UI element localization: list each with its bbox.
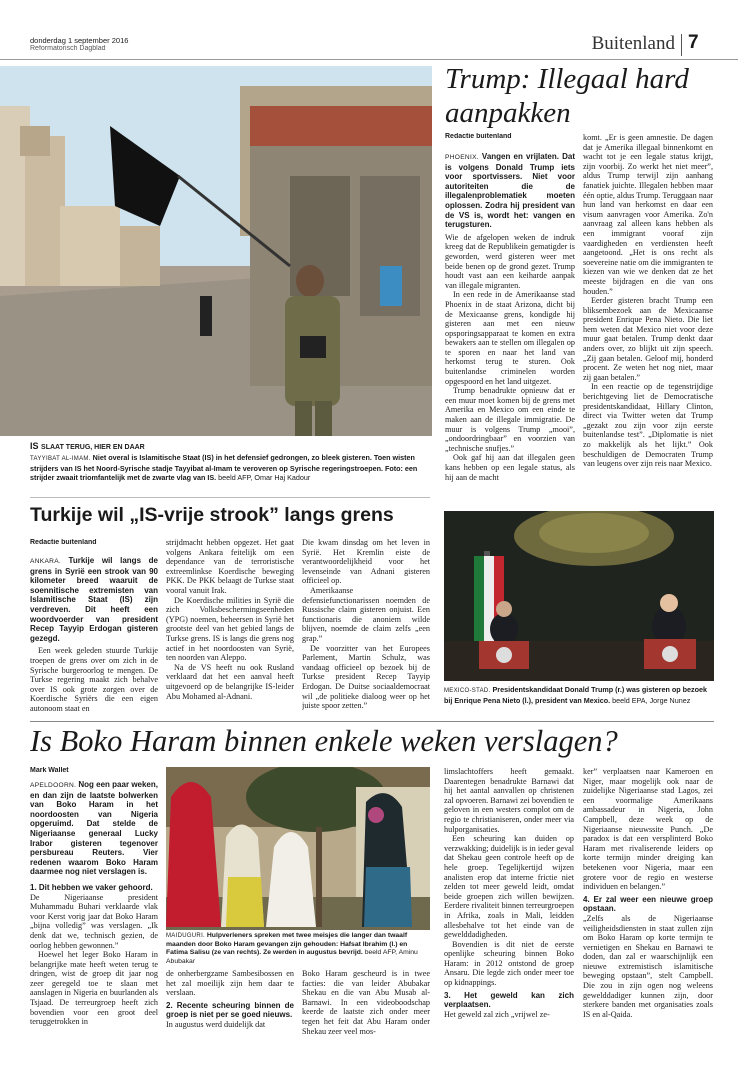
trump-p4: Ook gaf hij aan dat illegalen geen kans hebben op een legale status, als hij aan de macht [445, 453, 575, 482]
photo-is-fighter [0, 66, 432, 436]
boko-sub4: 4. Er zal weer een nieuwe groep opstaan. [583, 894, 713, 914]
boko-p3: de onherbergzame Sambesibossen en het zal moeilijk zijn hem daar te verslaan. [166, 969, 294, 998]
trump-lead: Vangen en vrijlaten. Dat is volgens Donald Trump iets voor sportvissers. Niet voor autoriteiten die de illegalenproblematiek moeten oplossen. Zodra hij president van de VS is, wordt het: vangen en terugsturen. [445, 152, 575, 230]
photo1-caption [30, 441, 430, 482]
photo3-place: MAIDUGURI. [166, 933, 205, 939]
boko-col2 [166, 969, 294, 1054]
section-title: Buitenland [591, 33, 675, 54]
boko-p7: Een scheuring kan duiden op verzwakking; duidelijk is in ieder geval dat Shekau geen controle heeft op de hele groep. Tegelijkertijd wijzen analisten erop dat interne frictie niet zelden tot meer geweld leidt, omdat beide groepen zich willen bewijzen. Eerdere rivaliteit binnen terreurgroepen in Afrika, zoals in Mali, leidden allesbehalve tot het einde van de gewelddadigheden. [444, 834, 574, 940]
boko-dateline: APELDOORN. [30, 782, 77, 789]
turkije-p4: Na de VS heeft nu ook Rusland verklaard dat het een aanval heeft uitgevoerd op de belangrijke IS-leider Abu Mohamed al-Adnani. [166, 662, 294, 701]
photo2-text: Presidentskandidaat Donald Trump (r.) was gisteren op bezoek bij Enrique Pena Nieto (l.), president van Mexico. [444, 685, 707, 705]
trump-p6: Eerder gisteren bracht Trump een bliksembezoek aan de Mexicaanse president Enrique Pena Nieto. Die liet hem weten dat Mexico niet voor deze muur gaat betalen. Trump denkt daar anders over, zo blijkt uit zijn speech. „Zij gaan betalen. Geloof mij, honderd procent. Ze weten het nog niet, maar zij gaan betalen.” [583, 296, 713, 382]
photo1-kicker-rest: SLAAT TERUG, HIER EN DAAR [41, 444, 145, 451]
turkije-col3 [302, 538, 430, 731]
header-date: donderdag 1 september 2016 [30, 36, 129, 45]
photo3-text: Hulpverleners spreken met twee meisjes die langer dan twaalf maanden door Boko Haram gevangen zijn gehouden: Hafsat Ibrahim (l.) en Fatima Salisu (ze van rechts). Ze werden in augustus bevrijd. [166, 932, 408, 956]
photo3-credit: beeld AFP, Aminu Abubakar [166, 949, 418, 965]
photo1-place: TAYYIBAT AL-IMAM. [30, 456, 91, 462]
header-rule [0, 59, 738, 60]
turkije-byline: Redactie buitenland [30, 539, 97, 546]
boko-p11: „Zelfs als de Nigeriaanse veiligheidsdiensten in staat zullen zijn om Boko Haram op korte termijn te vernietigen en Shekau en Barnawi te doden, dan zal er waarschijnlijk een nieuwe extremistisch islamitische beweging opstaan”, stelt Campbell. Die zou in zijn ogen nog weleens gewelddadiger kunnen zijn, door sterkere banden met organisaties zoals IS en al-Qaida. [583, 913, 713, 1019]
boko-p4: In augustus werd duidelijk dat [166, 1019, 266, 1029]
trump-col1 [445, 152, 575, 530]
photo1-text: Niet overal is Islamitische Staat (IS) in het defensief gedrongen, zo bleek gisteren. Toen wisten strijders van IS het Noord-Syrische stadje Tayyibat al-Imam te veroveren op Syrische regeringstroepen. Foto: een strijder zwaait triomfantelijk met de zwarte vlag van IS. [30, 453, 418, 482]
boko-sub1: 1. Dit hebben we vaker gehoord. [30, 882, 153, 892]
boko-p2: Hoewel het leger Boko Haram in belangrijke mate heeft weten terug te dringen, wist de groep dit jaar nog zeer geregeld toe te slaan met aanslagen in Nigeria en buurlanden als Tsjaad. De terreurgroep heeft zich bovendien voor een groot deel teruggetrokken in [30, 950, 158, 1027]
turkije-p2: strijdmacht hebben opgezet. Het gaat volgens Ankara feitelijk om een dependance van de terroristische extreemlinkse Koerdische beweging PKK. De PKK belaagt de Turkse staat vooral vanuit Irak. [166, 538, 294, 595]
turkije-p1: Een week geleden stuurde Turkije troepen de grens over om zich in de Syrische burgeroorlog te mengen. De Turkse regering maakt zich behalve over IS ook grote zorgen over de Koerdische Syriërs die een eigen autonoom staat en [30, 646, 158, 713]
photo2-caption [444, 685, 714, 705]
boko-col1 [30, 780, 158, 1050]
photo1-credit: beeld AFP, Omar Haj Kadour [218, 473, 311, 482]
trump-col2 [583, 133, 713, 530]
turkije-p7: De voorzitter van het Europees Parlement, Martin Schulz, was vandaag officieel op bezoek bij de Turkse president Recep Tayyip Erdogan. De Duitse sociaaldemocraat wil „de politieke dialoog weer op het juiste spoor zetten.” [302, 643, 430, 711]
divider-mid [30, 497, 430, 498]
photo2-place: MEXICO-STAD. [444, 688, 491, 694]
turkije-p6: Amerikaanse defensiefunctionarissen noemden de Russische claim gisteren onjuist. Een functionaris die anoniem wilde blijven, noemde de claim zelfs „een grap.” [302, 585, 430, 643]
trump-dateline: PHOENIX. [445, 154, 479, 161]
turkije-dateline: ANKARA. [30, 558, 62, 565]
trump-p3: Trump benadrukte opnieuw dat er een muur moet komen bij de grens met Amerika en Mexico om een einde te maken aan de illegale immigratie. De muur is volgens Trump „mooi”, „ondoordringbaar” en voorzien van „technische snufjes.” [445, 386, 575, 453]
turkije-lead: Turkije wil langs de grens in Syrië een strook van 90 kilometer breed waaruit de soennitische extremisten van Islamitische Staat (IS) zijn verdreven. Dit heeft een woordvoerder van president Recep Tayyip Erdogan gisteren gezegd. [30, 556, 158, 643]
turkije-col2 [166, 538, 294, 731]
boko-col3 [444, 767, 574, 1054]
boko-p6: limslachtoffers heeft gemaakt. Daarentegen benadrukte Barnawi dat hij het aantal aanvallen op christenen zal opvoeren. Barnawi zei bovendien te geloven in een westers complot om de regio te christianiseren, onder meer via hulporganisaties. [444, 767, 574, 834]
trump-p7: In een reactie op de tegenstrijdige berichtgeving liet de Democratische presidentskandidaat, Hillary Clinton, direct via Twitter weten dat Trump „gezakt zou zijn voor zijn eerste buitenlandse test”. „Diplomatie is niet zo makkelijk als het lijkt.” Ook beschuldigen de Democraten Trump van leugens over zijn reis naar Mexico. [583, 382, 713, 469]
boko-p5: Boko Haram gescheurd is in twee facties: die van leider Abubakar Shekau en die van Abu Musab al-Barnawi. In een videoboodschap keerde de laatste zich onder meer tegen het feit dat Abu Haram onder Shekau zeer veel mos- [302, 969, 430, 1036]
boko-byline: Mark Wallet [30, 767, 69, 774]
turkije-headline: Turkije wil „IS-vrije strook” langs grens [30, 504, 394, 526]
header-separator [681, 34, 682, 56]
turkije-p5: Die kwam dinsdag om het leven in Syrië. Het Kremlin eiste de verantwoordelijkheid voor het levenseinde van Adnani gisteren officieel op. [302, 538, 430, 586]
turkije-col1 [30, 556, 158, 731]
trump-headline: Trump: Illegaal hard aanpakken [445, 63, 689, 129]
turkije-p3: De Koerdische milities in Syrië die zich Volksbeschermingseenheden (YPG) noemen, beheersen in Syrië het grootste deel van het gebied langs de Turkse grens. IS is langs die grens nog actief in het noordoosten van Syrië, ten noorden van Aleppo. [166, 595, 294, 663]
page-number: 7 [688, 32, 699, 53]
photo2-credit: beeld EPA, Jorge Nunez [612, 696, 691, 705]
boko-p1: De Nigeriaanse president Muhammadu Buhari verklaarde vlak voor Kerst vorig jaar dat Boko Haram „bijna volledig” was verslagen. „Ik denk dat we, technisch gezien, de oorlog hebben gewonnen.” [30, 892, 158, 950]
boko-sub2: 2. Recente scheuring binnen de groep is niet per se goed nieuws. [166, 1000, 294, 1020]
boko-headline: Is Boko Haram binnen enkele weken verslagen? [30, 724, 618, 758]
boko-lead: Nog een paar weken, en dan zijn de laatste bolwerken van Boko Haram in het noordoosten van Nigeria opgeruimd. Dat stelde de Nigeriaanse generaal Lucky Irabor gisteren tegenover persbureau Reuters. Vier redenen waarom Boko Haram daarmee nog niet verslagen is. [30, 780, 158, 877]
boko-p10: ker” verplaatsen naar Kameroen en Niger, maar mogelijk ook naar de zuidelijke Nigeriaanse stad Lagos, zei een voormalige Amerikaans ambassadeur in Nigeria, John Campbell, deze week op de Nigeriaanse nieuwssite Punch. „De paradox is dat een versplinterd Boko Haram met rivaliserende leiders op korte termijn minder dreiging kan betekenen voor Nigeria, maar een grotere voor de regio en westerse individuen en belangen.” [583, 767, 713, 892]
photo1-kicker: IS [30, 441, 39, 451]
trump-p2: In een rede in de Amerikaanse stad Phoenix in de staat Arizona, dicht bij de Mexicaanse grens, kondigde hij gisteren aan met een nieuw opsporingsapparaat te komen en extra bewakers aan te stellen om illegalen op te sporen en naar het land van herkomst terug te sturen. Ook buitenlandse criminelen worden opgespoord en het land uitgezet. [445, 290, 575, 386]
trump-p1: Wie de afgelopen weken de indruk kreeg dat de Republikein gematigder is geworden, werd gisteren weer met beide benen op de grond gezet. Trump houdt vast aan een keiharde aanpak van illegale migranten. [445, 232, 575, 290]
photo-maiduguri [166, 767, 430, 930]
photo-trump-mexico [444, 511, 714, 681]
boko-sub3: 3. Het geweld kan zich verplaatsen. [444, 990, 574, 1010]
boko-p8: Bovendien is dit niet de eerste openlijke scheuring binnen Boko Haram: in 2012 ontstond de groep Ansaru. Die legde zich onder meer toe op kidnappings. [444, 939, 574, 988]
boko-col3-bottom [302, 969, 430, 1054]
trump-byline: Redactie buitenland [445, 133, 512, 140]
photo3-caption [166, 932, 430, 966]
boko-col4 [583, 767, 713, 1054]
boko-p9: Het geweld zal zich „vrijwel ze- [444, 1009, 550, 1019]
header-paper: Reformatorisch Dagblad [30, 45, 106, 52]
trump-p5: komt. „Er is geen amnestie. De dagen dat je Amerika illegaal binnenkomt en wacht tot je een legale status krijgt, zijn voorbij. Zo werkt het niet meer”, aldus Trump terwijl zijn aanhang fanatiek juichte. Illegalen hebben maar één optie, aldus Trump. Teruggaan naar hun land van herkomst en daar een visum aanvragen voor Amerika. Zo'n aanvraag zal alleen kans hebben als een immigrant vooraf zijn vaardigheden en verdiensten heeft aangetoond. „Het is ons recht als soevereine natie om die immigranten te kiezen van wie we denken dat ze het meeste bijdragen en die van ons houden.” [583, 133, 713, 296]
